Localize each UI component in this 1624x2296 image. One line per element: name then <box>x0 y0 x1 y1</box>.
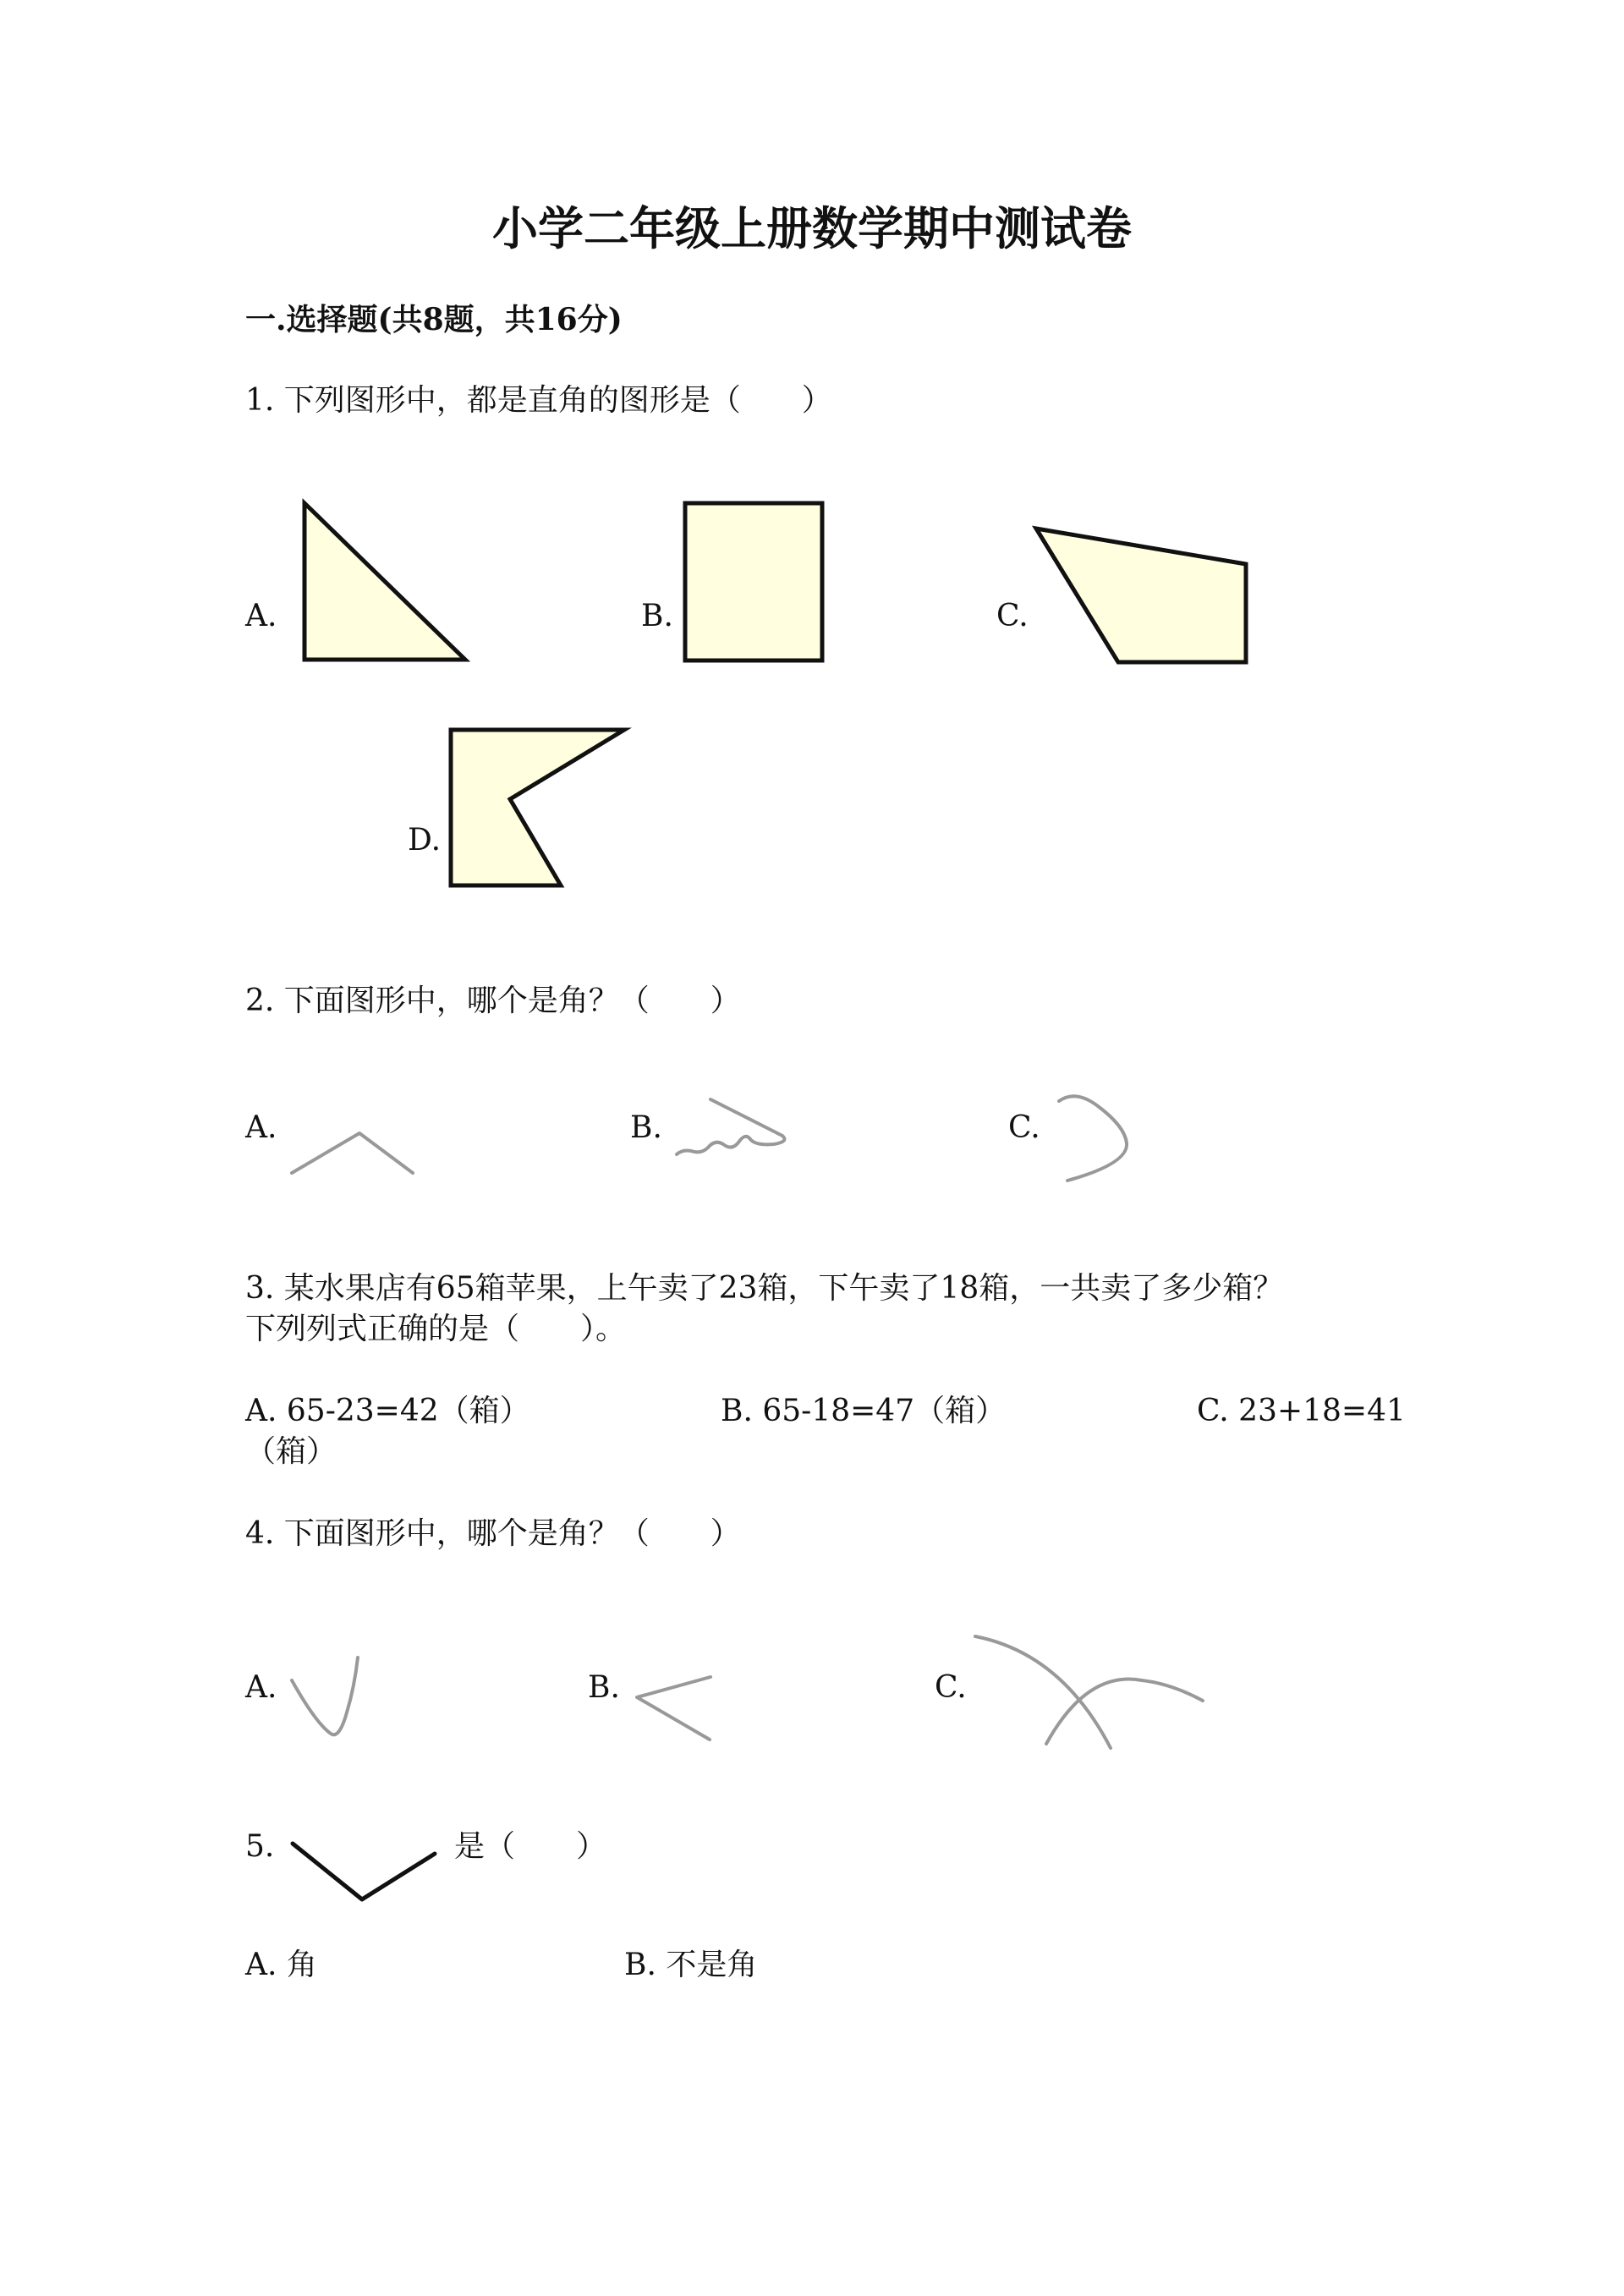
question-3-line-2: 下列列式正确的是（ ）。 <box>245 1312 627 1346</box>
q4-option-b-label[interactable]: B. <box>588 1670 620 1705</box>
q4-option-a-curve <box>283 1653 376 1746</box>
q3-option-c[interactable]: C. 23+18=41 <box>1197 1394 1406 1428</box>
question-5-number: 5. <box>245 1829 275 1864</box>
q1-option-b-rectangle <box>681 499 833 668</box>
q4-option-c-label[interactable]: C. <box>935 1670 967 1705</box>
q3-option-b[interactable]: B. 65-18=47（箱） <box>721 1394 1007 1428</box>
q3-option-a[interactable]: A. 65-23=42（箱） <box>245 1394 530 1428</box>
q5-angle-figure <box>288 1835 448 1907</box>
q5-option-b[interactable]: B. 不是角 <box>624 1948 758 1982</box>
q4-option-c-crossing-curves <box>968 1628 1210 1755</box>
q1-option-c-quadrilateral <box>1032 520 1252 672</box>
q4-option-a-label[interactable]: A. <box>245 1670 277 1705</box>
q2-option-b-label[interactable]: B. <box>630 1110 662 1145</box>
q2-option-c-label[interactable]: C. <box>1008 1110 1040 1145</box>
q2-option-b-wavy-figure <box>672 1095 791 1180</box>
page-title: 小学二年级上册数学期中测试卷 <box>492 201 1132 255</box>
question-5-suffix: 是（ ） <box>454 1829 607 1864</box>
question-2-text: 2. 下面图形中，哪个是角？（ ） <box>245 984 741 1018</box>
question-4-text: 4. 下面图形中，哪个是角？（ ） <box>245 1516 741 1551</box>
q1-option-b-label[interactable]: B. <box>641 599 673 633</box>
q1-option-a-right-triangle <box>296 499 474 668</box>
question-1-text: 1. 下列图形中，都是直角的图形是（ ） <box>245 383 832 418</box>
q1-option-a-label[interactable]: A. <box>245 599 277 633</box>
q2-option-c-curved-figure <box>1049 1091 1150 1184</box>
question-3-line-1: 3. 某水果店有65箱苹果，上午卖了23箱，下午卖了18箱，一共卖了多少箱？ <box>245 1271 1284 1306</box>
q4-option-b-angle <box>630 1670 723 1746</box>
q1-option-d-concave-shape <box>447 723 633 892</box>
q1-option-d-label[interactable]: D. <box>408 823 442 858</box>
q5-option-a[interactable]: A. 角 <box>245 1948 317 1982</box>
q2-option-a-angle <box>288 1112 423 1180</box>
q1-option-c-label[interactable]: C. <box>996 599 1029 633</box>
q2-option-a-label[interactable]: A. <box>245 1110 277 1145</box>
q3-option-c-continued: （箱） <box>245 1434 337 1469</box>
section-heading: 一.选择题(共8题，共16分) <box>245 302 623 337</box>
